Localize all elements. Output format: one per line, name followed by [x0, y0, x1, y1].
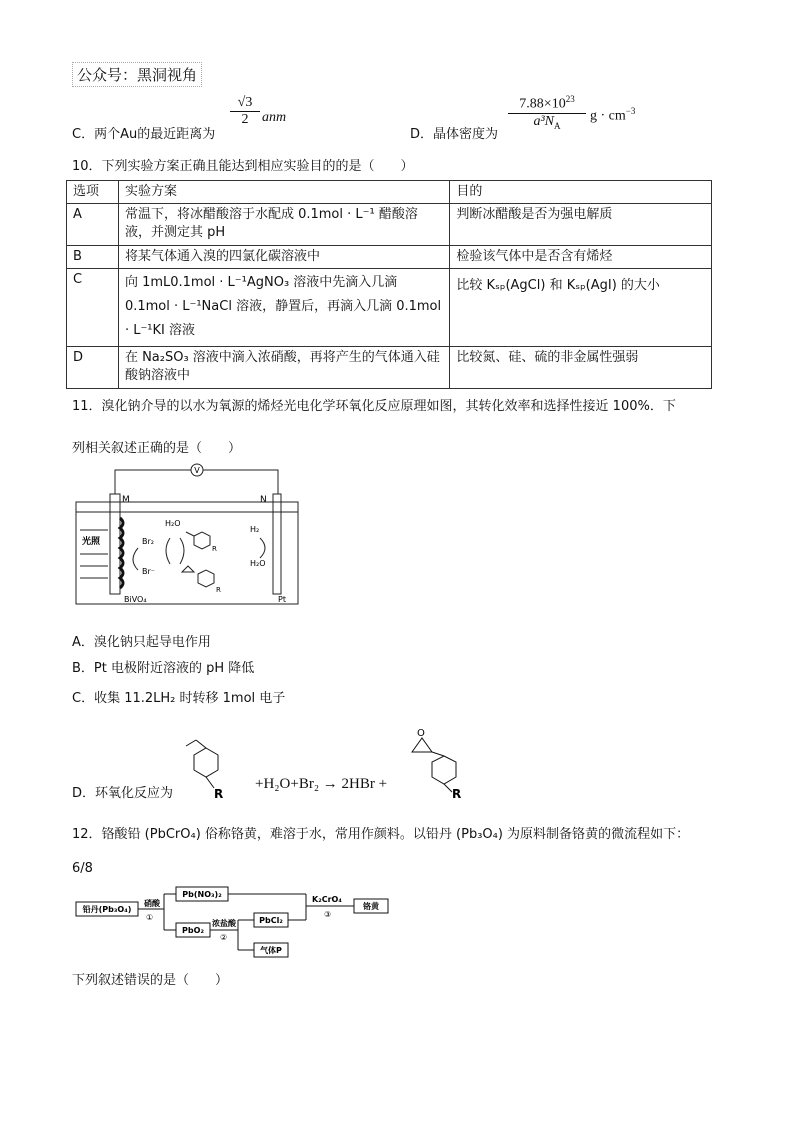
epoxidation-arrows: [166, 538, 184, 564]
flow-step3: K₂CrO₄: [312, 895, 342, 904]
q9-c-numerator: √3: [230, 95, 260, 112]
q10-row-b-plan: 将某气体通入溴的四氯化碳溶液中: [118, 246, 449, 269]
h2-label: H₂: [250, 525, 260, 534]
q10-row-b-purpose: 检验该气体中是否含有烯烃: [450, 246, 712, 269]
flow-step1: 硝酸: [144, 899, 160, 908]
q9-d-numerator: $7.88\times 10^{23}$: [508, 94, 586, 114]
br2-label: Br₂: [142, 537, 154, 546]
q11-stem-line2: 列相关叙述正确的是（ ）: [72, 441, 242, 456]
epoxide-structure: [400, 726, 500, 798]
q10-stem: 10．下列实验方案正确且能达到相应实验目的的是（ ）: [72, 159, 414, 174]
table-row: [67, 269, 712, 347]
styrene-structure: [180, 732, 260, 802]
electrode-m-label: M: [122, 495, 130, 505]
q10-header-plan: 实验方案: [118, 181, 449, 204]
alkene-vinyl: [186, 532, 194, 536]
styrene-r-bond: [206, 777, 214, 788]
h2o-left-label: H₂O: [165, 519, 181, 528]
q11-cell-diagram: [72, 462, 312, 612]
q11-stem-line1: 11．溴化钠介导的以水为氧源的烯烃光电化学环氧化反应原理如图，其转化效率和选择性接近 100%．下: [72, 399, 676, 414]
styrene-vinyl-1: [186, 740, 196, 746]
epoxide-r-label: R: [216, 586, 221, 594]
epoxide-oxygen: O: [417, 728, 425, 739]
br-cycle-arrow: [133, 548, 138, 570]
epoxide-benzene-product: [432, 756, 456, 784]
flow-pbo2: PbO₂: [182, 926, 204, 935]
electrode-n-label: N: [260, 495, 267, 505]
epoxide-benzene: [198, 570, 214, 587]
q10-row-b-option: B: [67, 246, 119, 269]
q10-row-d-option: D: [67, 347, 119, 389]
q9-d-fraction: [508, 94, 586, 130]
q9-d-denominator: $a^3N_A$: [533, 113, 561, 131]
q11-option-d-equation: +H₂O+Br₂ → 2HBr +: [255, 776, 388, 792]
epoxide-ring-product: [412, 738, 432, 752]
epoxide-r-bond: [444, 784, 452, 792]
epoxide-ring: [182, 566, 194, 572]
pt-label: Pt: [278, 595, 286, 604]
wire-right: [203, 470, 278, 494]
alkene-r-label: R: [212, 545, 217, 553]
flow-gas: 气体P: [260, 946, 282, 955]
light-label: 光照: [82, 537, 101, 547]
q9-option-d-label: D．晶体密度为: [410, 127, 499, 142]
electrode-n: [273, 494, 281, 594]
electrolyte-tank: [76, 502, 298, 604]
styrene-vinyl-2: [196, 740, 206, 748]
h2o-right-label: H₂O: [250, 559, 266, 568]
voltmeter-label: V: [194, 466, 200, 475]
q11-option-a: A．溴化钠只起导电作用: [72, 635, 211, 650]
styrene-r-label: R: [214, 787, 224, 801]
q10-table: [66, 180, 712, 389]
q10-header-purpose: 目的: [450, 181, 712, 204]
q9-option-c-label: C．两个Au的最近距离为: [72, 127, 216, 142]
q11-option-c: C．收集 11.2LH₂ 时转移 1mol 电子: [72, 691, 286, 706]
q9-d-unit: $g \cdot cm^{-3}$: [590, 106, 636, 124]
flow-pbcl2: PbCl₂: [259, 916, 283, 925]
q11-option-d-label: D．环氧化反应为: [72, 786, 174, 801]
q10-row-d-purpose: 比较氮、硅、硫的非金属性强弱: [450, 347, 712, 389]
q10-row-a-plan: 常温下，将冰醋酸溶于水配成 0.1mol · L⁻¹ 醋酸溶液，并测定其 pH: [118, 204, 449, 246]
styrene-ring: [194, 748, 218, 777]
alkene-ring: [194, 532, 210, 549]
table-row: [67, 204, 712, 246]
flow-step1-num: ①: [146, 913, 154, 922]
q12-question: 下列叙述错误的是（ ）: [72, 973, 229, 988]
epoxide-product-r-label: R: [452, 787, 462, 798]
epoxide-link: [432, 752, 444, 756]
q9-option-c: [72, 126, 215, 144]
q10-header-row: [67, 181, 712, 204]
q12-stem: 12．铬酸铅 (PbCrO₄) 俗称铬黄，难溶于水，常用作颜料。以铅丹 (Pb₃O₄) 为原料制备铬黄的微流程如下：: [72, 827, 690, 842]
q9-c-fraction: [230, 95, 260, 128]
flow-pbno3: Pb(NO₃)₂: [182, 890, 222, 899]
q10-row-c-purpose: 比较 Kₛₚ(AgCl) 和 Kₛₚ(AgI) 的大小: [450, 269, 712, 347]
flow-step2-num: ②: [220, 933, 228, 942]
q9-c-tail: anm: [262, 110, 287, 125]
page-number: 6/8: [72, 861, 93, 876]
flow-end: 铬黄: [363, 902, 379, 911]
br-minus-label: Br⁻: [142, 567, 155, 576]
flow-start: 铅丹(Pb₃O₄): [82, 905, 132, 914]
q11-option-b: B．Pt 电极附近溶液的 pH 降低: [72, 661, 255, 676]
watermark: 公众号：黑洞视角: [72, 62, 202, 87]
q10-row-a-purpose: 判断冰醋酸是否为强电解质: [450, 204, 712, 246]
q10-row-a-option: A: [67, 204, 119, 246]
h2-arrow: [260, 538, 265, 558]
q9-c-denominator: 2: [241, 112, 249, 127]
q12-flow-diagram: [72, 882, 402, 966]
flow-step2: 浓盐酸: [212, 919, 236, 928]
electrode-m: [110, 494, 120, 594]
bivo4-label: BiVO₄: [124, 595, 147, 604]
q10-header-option: 选项: [67, 181, 119, 204]
q10-row-d-plan: 在 Na₂SO₃ 溶液中滴入浓硝酸，再将产生的气体通入硅酸钠溶液中: [118, 347, 449, 389]
q10-row-c-option: C: [67, 269, 119, 347]
table-row: [67, 347, 712, 389]
table-row: [67, 246, 712, 269]
wire-left: [115, 470, 191, 494]
q10-row-c-plan: 向 1mL0.1mol · L⁻¹AgNO₃ 溶液中先滴入几滴 0.1mol · L⁻¹NaCl 溶液，静置后，再滴入几滴 0.1mol · L⁻¹KI 溶液: [118, 269, 449, 347]
flow-step3-num: ③: [324, 910, 332, 919]
